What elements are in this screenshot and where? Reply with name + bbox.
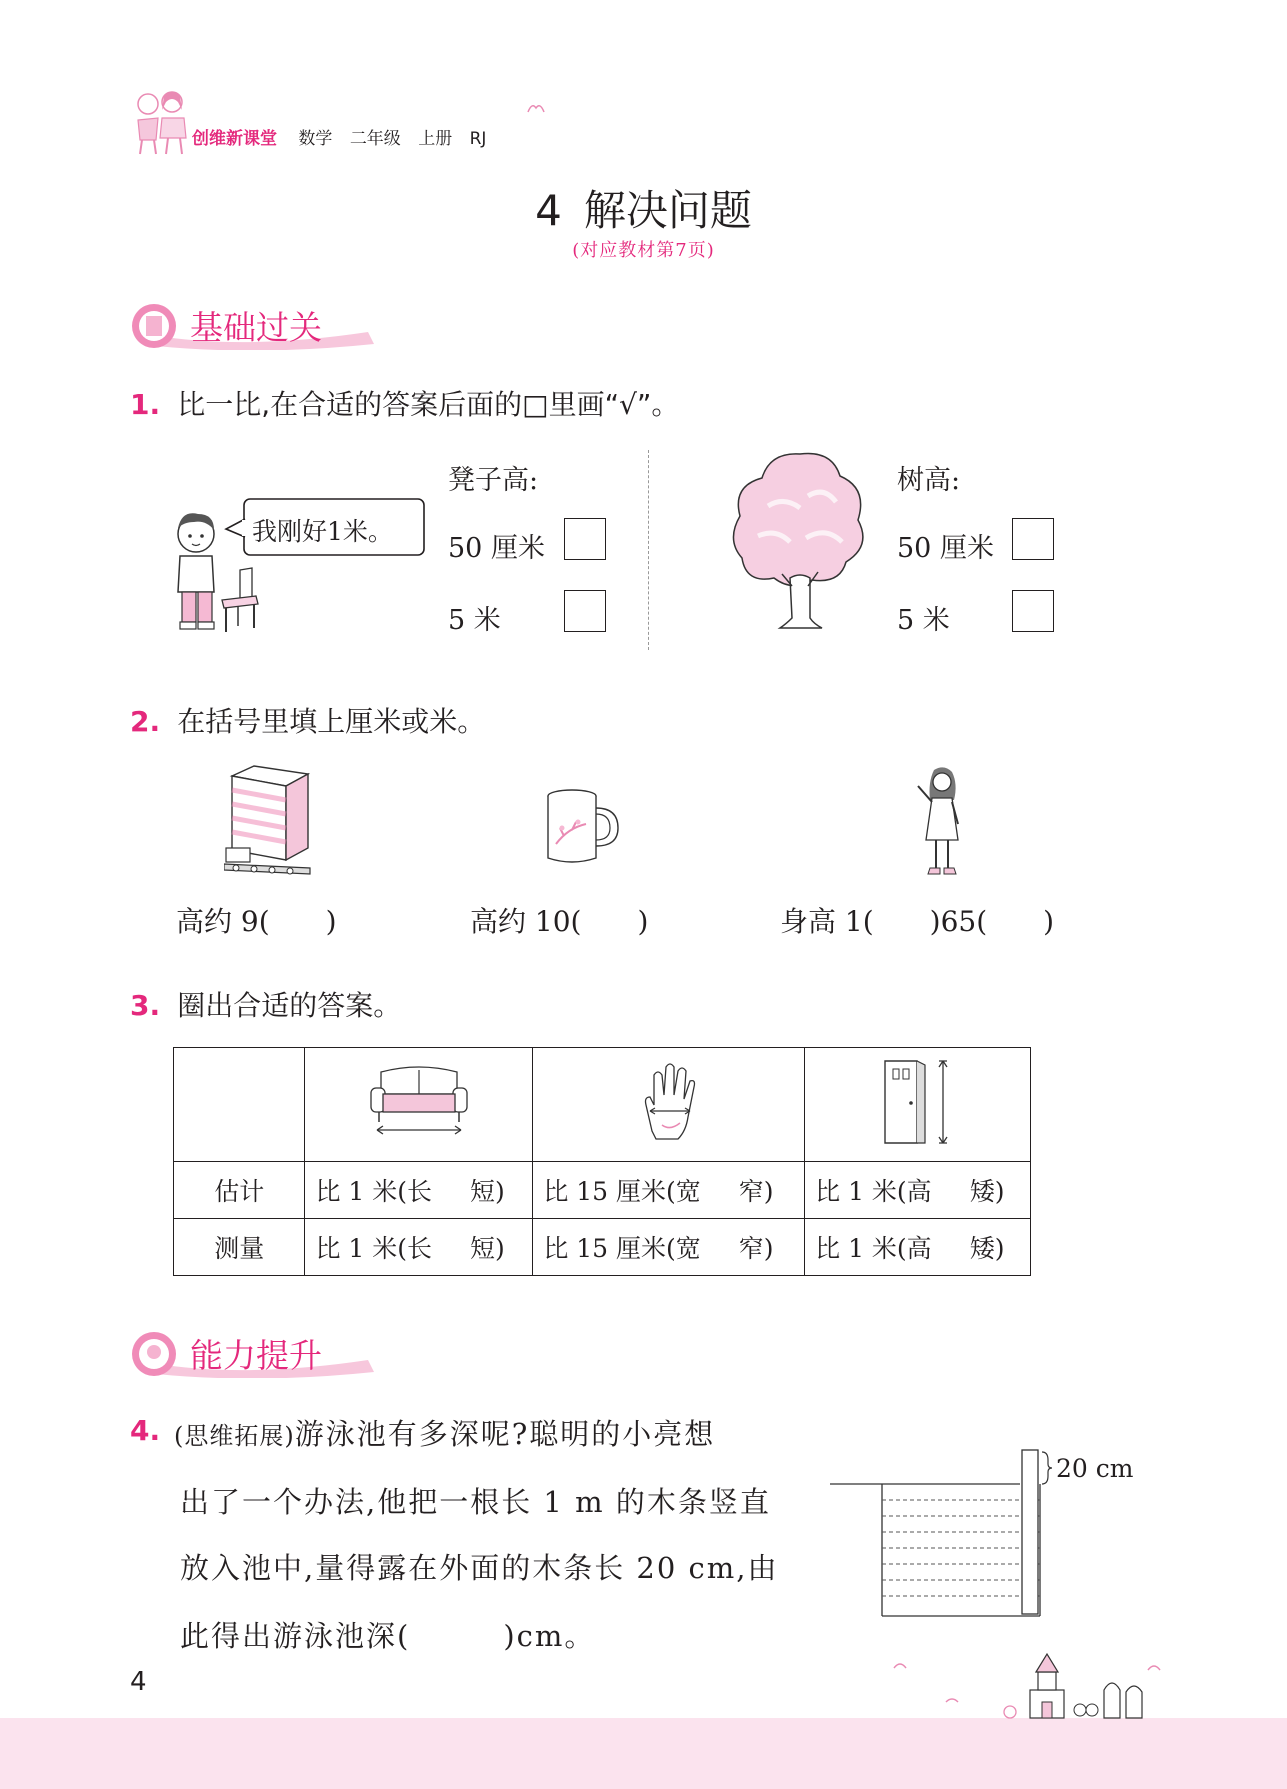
- section-title: 基础过关: [190, 308, 322, 347]
- stool-height-heading: 凳子高:: [448, 465, 539, 496]
- speech-text: 我刚好1米。: [252, 517, 393, 546]
- stool-option-2-checkbox[interactable]: [564, 590, 606, 632]
- girl-height-blank: 身高 1( )65( ): [780, 905, 1055, 938]
- hand-icon: [636, 1061, 702, 1143]
- lesson-title: 解决问题: [583, 186, 752, 235]
- page-title: [0, 178, 1287, 238]
- question-3-prompt: [130, 984, 401, 1024]
- stool-option-2: 5 米: [448, 605, 501, 636]
- table-cell: [805, 1219, 1031, 1276]
- choice-left[interactable]: 比 1 米(高: [815, 1177, 932, 1206]
- question-1-prompt: [130, 383, 679, 423]
- edition: RJ: [469, 129, 487, 149]
- grade: 二年级: [349, 129, 401, 149]
- building-height-blank: 高约 9( ): [176, 905, 337, 938]
- choice-right[interactable]: 矮): [969, 1234, 1005, 1263]
- tree-option-1: 50 厘米: [897, 533, 994, 564]
- question-line: 放入池中,量得露在外面的木条长 20 cm,由: [180, 1551, 779, 1585]
- table-cell: [805, 1048, 1031, 1162]
- stool-option-1: 50 厘米: [448, 533, 545, 564]
- tree-option-2: 5 米: [897, 605, 950, 636]
- table-cell: [305, 1048, 533, 1162]
- tree-option-1-checkbox[interactable]: [1012, 518, 1054, 560]
- table-corner-cell: [174, 1048, 305, 1162]
- question-number: 1.: [130, 388, 161, 421]
- question-number: 4.: [130, 1414, 161, 1447]
- question-text: 在括号里填上厘米或米。: [177, 705, 486, 738]
- choice-left[interactable]: 比 15 厘米(宽: [543, 1177, 701, 1206]
- question-number: 2.: [130, 705, 161, 738]
- tree-option-2-checkbox[interactable]: [1012, 590, 1054, 632]
- row-label: 估计: [174, 1162, 305, 1219]
- brand-name: 创维新课堂: [192, 129, 277, 149]
- table-row: [174, 1048, 1031, 1162]
- subject: 数学: [298, 129, 333, 149]
- page-number: 4: [130, 1667, 147, 1697]
- table-cell: [305, 1162, 533, 1219]
- table-cell: [533, 1048, 805, 1162]
- tree-height-heading: 树高:: [897, 465, 961, 496]
- mug-icon: [542, 788, 622, 868]
- table-row: [174, 1219, 1031, 1276]
- question-text: 比一比,在合适的答案后面的□里画“√”。: [177, 388, 680, 421]
- question-line: 游泳池有多深呢?聪明的小亮想: [294, 1417, 716, 1451]
- question-2-prompt: [130, 700, 485, 740]
- choice-right[interactable]: 短): [470, 1177, 505, 1206]
- question-tag: (思维拓展): [174, 1422, 295, 1450]
- table-cell: [533, 1219, 805, 1276]
- door-icon: [873, 1057, 963, 1147]
- header-info: [192, 124, 486, 149]
- stool-option-1-checkbox[interactable]: [564, 518, 606, 560]
- figure-label: 20 cm: [1056, 1454, 1134, 1483]
- table-cell: [533, 1162, 805, 1219]
- volume: 上册: [418, 129, 453, 149]
- section-basic: [128, 302, 378, 346]
- textbook-reference: (对应教材第7页): [572, 240, 715, 261]
- building-icon: [224, 764, 314, 876]
- table-cell: [305, 1219, 533, 1276]
- section-title: 能力提升: [190, 1336, 322, 1375]
- girl-icon: [914, 764, 970, 880]
- mug-height-blank: 高约 10( ): [470, 905, 649, 938]
- footer-band: [0, 1718, 1287, 1789]
- dashed-divider: [648, 450, 649, 650]
- choice-right[interactable]: 短): [470, 1234, 505, 1263]
- table-cell: [805, 1162, 1031, 1219]
- lesson-number: 4: [535, 186, 562, 235]
- table-row: [174, 1162, 1031, 1219]
- question-text: 圈出合适的答案。: [177, 989, 402, 1022]
- choice-left[interactable]: 比 1 米(高: [815, 1234, 932, 1263]
- choice-right[interactable]: 窄): [738, 1177, 774, 1206]
- question-line: 出了一个办法,他把一根长 1 m 的木条竖直: [180, 1485, 771, 1519]
- estimate-measure-table: [173, 1047, 1031, 1276]
- question-4-number-wrap: [130, 1414, 160, 1447]
- choice-left[interactable]: 比 15 厘米(宽: [543, 1234, 701, 1263]
- question-number: 3.: [130, 989, 161, 1022]
- choice-left[interactable]: 比 1 米(长: [315, 1234, 433, 1263]
- row-label: 测量: [174, 1219, 305, 1276]
- choice-right[interactable]: 矮): [969, 1177, 1005, 1206]
- section-advanced: [128, 1330, 378, 1374]
- sofa-icon: [369, 1064, 469, 1140]
- flower-deco-icon: [526, 100, 546, 116]
- question-line: 此得出游泳池深( )cm。: [180, 1619, 596, 1653]
- kids-logo-icon: [128, 88, 194, 156]
- tree-icon: [728, 446, 872, 632]
- choice-left[interactable]: 比 1 米(长: [315, 1177, 433, 1206]
- castle-deco-icon: [890, 1650, 1170, 1720]
- choice-right[interactable]: 窄): [738, 1234, 774, 1263]
